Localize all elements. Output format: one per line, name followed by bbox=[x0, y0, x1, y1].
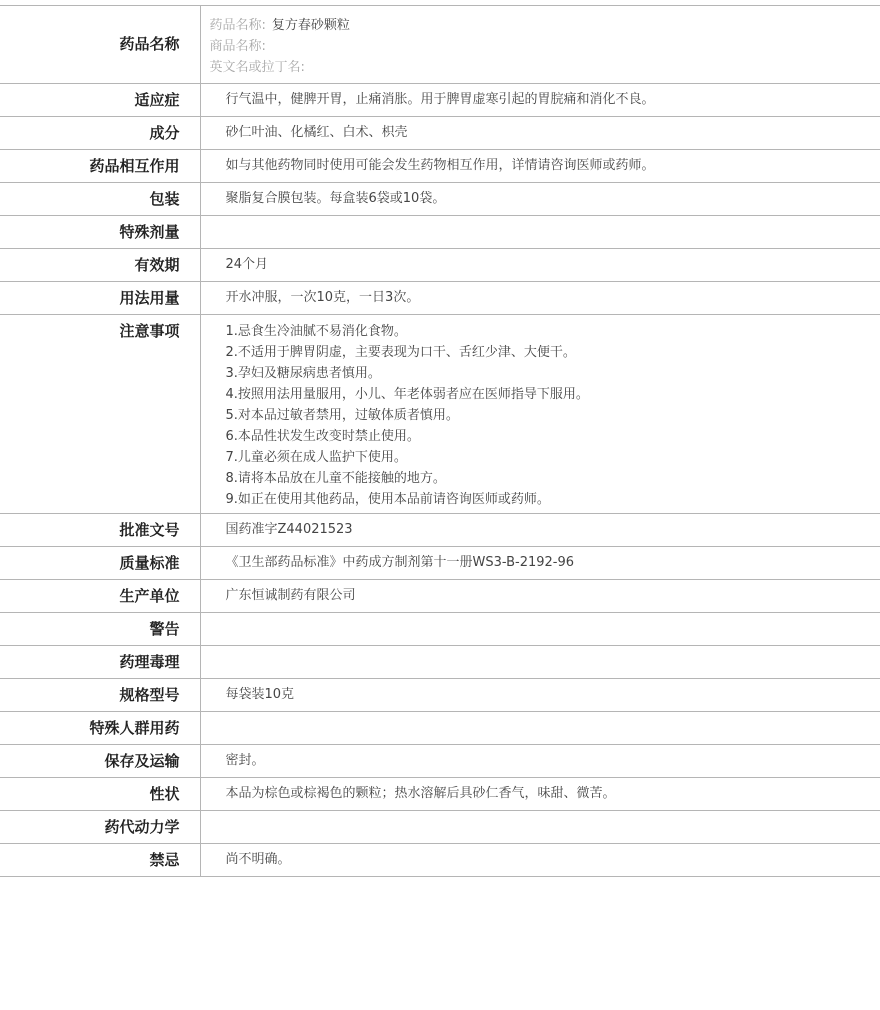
row-manufacturer bbox=[0, 580, 880, 613]
row-value-cell bbox=[200, 613, 880, 646]
trade-name-key: 商品名称: bbox=[209, 39, 266, 54]
manufacturer-label: 生产单位 bbox=[119, 587, 180, 605]
row-value-cell bbox=[200, 216, 880, 249]
dosage-value: 开水冲服，一次10克，一日3次。 bbox=[225, 290, 420, 305]
row-value-cell bbox=[200, 150, 880, 183]
quality-standard-value: 《卫生部药品标准》中药成方制剂第十一册WS3-B-2192-96 bbox=[225, 555, 575, 570]
list-item: 9.如正在使用其他药品，使用本品前请咨询医师或药师。 bbox=[225, 492, 550, 507]
ingredients-value: 砂仁叶油、化橘红、白术、枳壳 bbox=[225, 125, 408, 140]
row-value-cell bbox=[200, 811, 880, 844]
storage-label: 保存及运输 bbox=[104, 752, 180, 770]
trade-name-line bbox=[210, 36, 880, 57]
row-label-cell bbox=[0, 216, 200, 249]
manufacturer-value: 广东恒诚制药有限公司 bbox=[225, 588, 356, 603]
row-drug-name bbox=[0, 6, 880, 84]
list-item: 3.孕妇及糖尿病患者慎用。 bbox=[225, 366, 381, 381]
packaging-label: 包装 bbox=[149, 190, 180, 208]
row-label-cell bbox=[0, 249, 200, 282]
contraindications-value: 尚不明确。 bbox=[225, 852, 291, 867]
row-shelf-life bbox=[0, 249, 880, 282]
generic-name-line bbox=[210, 15, 880, 36]
indications-value: 行气温中，健脾开胃，止痛消胀。用于脾胃虚寒引起的胃脘痛和消化不良。 bbox=[225, 92, 655, 107]
row-value-cell bbox=[200, 514, 880, 547]
row-label-cell bbox=[0, 6, 200, 84]
special-dosage-label: 特殊剂量 bbox=[119, 223, 180, 241]
dosage-label: 用法用量 bbox=[119, 289, 180, 307]
warning-label: 警告 bbox=[149, 620, 180, 638]
drug-info-table bbox=[0, 5, 880, 877]
drug-name-label: 药品名称 bbox=[119, 35, 180, 53]
drug-name-block bbox=[201, 6, 880, 78]
row-label-cell bbox=[0, 84, 200, 117]
row-value-cell bbox=[200, 547, 880, 580]
list-item: 8.请将本品放在儿童不能接触的地方。 bbox=[225, 471, 446, 486]
contraindications-label: 禁忌 bbox=[149, 851, 180, 869]
row-label-cell bbox=[0, 745, 200, 778]
english-name-line bbox=[210, 57, 880, 78]
storage-value: 密封。 bbox=[225, 753, 265, 768]
row-interactions bbox=[0, 150, 880, 183]
list-item: 1.忌食生冷油腻不易消化食物。 bbox=[225, 324, 407, 339]
row-label-cell bbox=[0, 712, 200, 745]
row-value-cell bbox=[200, 117, 880, 150]
row-label-cell bbox=[0, 282, 200, 315]
list-item: 4.按照用法用量服用，小儿、年老体弱者应在医师指导下服用。 bbox=[225, 387, 589, 402]
description-label: 性状 bbox=[149, 785, 180, 803]
packaging-value: 聚脂复合膜包装。每盒装6袋或10袋。 bbox=[225, 191, 446, 206]
row-label-cell bbox=[0, 183, 200, 216]
list-item: 7.儿童必须在成人监护下使用。 bbox=[225, 450, 407, 465]
row-value-cell bbox=[200, 6, 880, 84]
row-pharmacology bbox=[0, 646, 880, 679]
quality-standard-label: 质量标准 bbox=[119, 554, 180, 572]
row-approval-number bbox=[0, 514, 880, 547]
list-item: 5.对本品过敏者禁用，过敏体质者慎用。 bbox=[225, 408, 459, 423]
row-warning bbox=[0, 613, 880, 646]
row-label-cell bbox=[0, 613, 200, 646]
row-value-cell bbox=[200, 315, 880, 514]
row-label-cell bbox=[0, 150, 200, 183]
row-pharmacokinetics bbox=[0, 811, 880, 844]
row-value-cell bbox=[200, 778, 880, 811]
precautions-label: 注意事项 bbox=[119, 322, 180, 340]
row-quality-standard bbox=[0, 547, 880, 580]
row-label-cell bbox=[0, 778, 200, 811]
interactions-label: 药品相互作用 bbox=[89, 157, 180, 175]
row-label-cell bbox=[0, 646, 200, 679]
english-name-key: 英文名或拉丁名: bbox=[209, 60, 305, 75]
row-special-dosage bbox=[0, 216, 880, 249]
interactions-value: 如与其他药物同时使用可能会发生药物相互作用，详情请咨询医师或药师。 bbox=[225, 158, 655, 173]
specification-value: 每袋装10克 bbox=[225, 687, 295, 702]
row-label-cell bbox=[0, 580, 200, 613]
row-description bbox=[0, 778, 880, 811]
precautions-list bbox=[226, 315, 880, 510]
pharmacology-label: 药理毒理 bbox=[119, 653, 180, 671]
row-value-cell bbox=[200, 679, 880, 712]
row-label-cell bbox=[0, 514, 200, 547]
shelf-life-value: 24个月 bbox=[225, 257, 269, 272]
list-item: 6.本品性状发生改变时禁止使用。 bbox=[225, 429, 420, 444]
row-value-cell bbox=[200, 646, 880, 679]
special-populations-label: 特殊人群用药 bbox=[89, 719, 180, 737]
row-packaging bbox=[0, 183, 880, 216]
row-specification bbox=[0, 679, 880, 712]
row-label-cell bbox=[0, 315, 200, 514]
row-value-cell bbox=[200, 282, 880, 315]
row-label-cell bbox=[0, 679, 200, 712]
row-value-cell bbox=[200, 745, 880, 778]
row-value-cell bbox=[200, 84, 880, 117]
row-value-cell bbox=[200, 249, 880, 282]
row-label-cell bbox=[0, 547, 200, 580]
row-indications bbox=[0, 84, 880, 117]
indications-label: 适应症 bbox=[134, 91, 180, 109]
row-dosage bbox=[0, 282, 880, 315]
generic-name-key: 药品名称: bbox=[209, 18, 266, 33]
list-item: 2.不适用于脾胃阴虚，主要表现为口干、舌红少津、大便干。 bbox=[225, 345, 576, 360]
row-label-cell bbox=[0, 844, 200, 877]
row-label-cell bbox=[0, 811, 200, 844]
row-value-cell bbox=[200, 580, 880, 613]
generic-name-value: 复方春砂颗粒 bbox=[271, 18, 350, 33]
row-special-populations bbox=[0, 712, 880, 745]
approval-number-label: 批准文号 bbox=[119, 521, 180, 539]
row-contraindications bbox=[0, 844, 880, 877]
approval-number-value: 国药准字Z44021523 bbox=[225, 522, 353, 537]
row-ingredients bbox=[0, 117, 880, 150]
shelf-life-label: 有效期 bbox=[134, 256, 180, 274]
row-precautions bbox=[0, 315, 880, 514]
row-label-cell bbox=[0, 117, 200, 150]
ingredients-label: 成分 bbox=[149, 124, 180, 142]
row-value-cell bbox=[200, 712, 880, 745]
row-storage bbox=[0, 745, 880, 778]
row-value-cell bbox=[200, 844, 880, 877]
pharmacokinetics-label: 药代动力学 bbox=[104, 818, 180, 836]
row-value-cell bbox=[200, 183, 880, 216]
description-value: 本品为棕色或棕褐色的颗粒；热水溶解后具砂仁香气，味甜、微苦。 bbox=[225, 786, 616, 801]
specification-label: 规格型号 bbox=[119, 686, 180, 704]
